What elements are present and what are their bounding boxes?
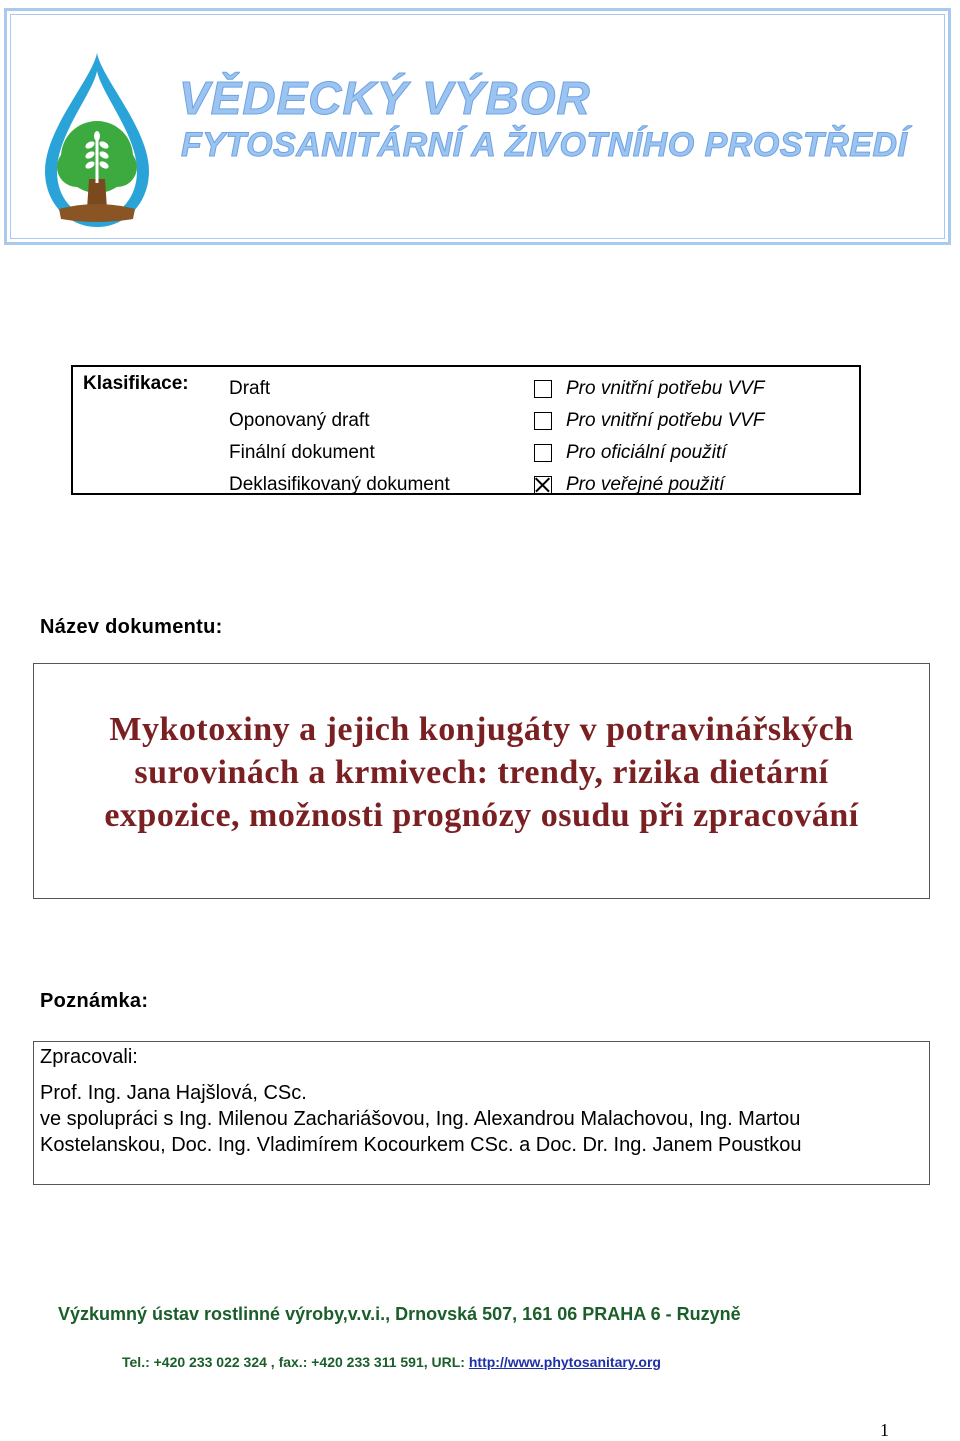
- classification-access: [534, 373, 765, 501]
- note-label: Poznámka:: [40, 990, 149, 1012]
- page-number: 1: [880, 1420, 889, 1440]
- access-label: Pro oficiální použití: [566, 442, 727, 463]
- document-name-label: Název dokumentu:: [40, 616, 223, 638]
- classification-label: Klasifikace:: [83, 373, 189, 394]
- water-drop-tree-logo: [37, 49, 157, 231]
- access-checkbox[interactable]: [534, 444, 552, 462]
- access-option: [534, 405, 765, 437]
- authors-box: [33, 1041, 930, 1185]
- stage-reviewed-draft: Oponovaný draft: [229, 410, 370, 431]
- access-checkbox[interactable]: [534, 380, 552, 398]
- classification-box: [71, 365, 861, 495]
- committee-title: VĚDECKÝ VÝBOR: [179, 72, 591, 124]
- access-label: Pro vnitřní potřebu VVF: [566, 378, 765, 399]
- institute-contact: [122, 1354, 661, 1370]
- classification-stages: [229, 373, 450, 501]
- access-label: Pro vnitřní potřebu VVF: [566, 410, 765, 431]
- document-title-box: [33, 663, 930, 899]
- stage-final: Finální dokument: [229, 442, 375, 463]
- access-checkbox[interactable]: [534, 412, 552, 430]
- document-title: Mykotoxiny a jejich konjugáty v potravinářských surovinách a krmivech: trendy, rizika dietární expozice, možnosti prognózy osudu při zpracování: [104, 711, 859, 834]
- institute-address: Výzkumný ústav rostlinné výroby,v.v.i., Drnovská 507, 161 06 PRAHA 6 - Ruzyně: [58, 1304, 741, 1324]
- access-label: Pro veřejné použití: [566, 474, 725, 495]
- access-checkbox-checked[interactable]: [534, 476, 552, 494]
- website-link[interactable]: http://www.phytosanitary.org: [468, 1354, 661, 1370]
- committee-subtitle: FYTOSANITÁRNÍ A ŽIVOTNÍHO PROSTŘEDÍ: [181, 126, 908, 164]
- stage-draft: Draft: [229, 378, 271, 399]
- access-option: [534, 373, 765, 405]
- header-banner: [4, 8, 951, 245]
- stage-declassified: Deklasifikovaný dokument: [229, 474, 450, 495]
- access-option: [534, 469, 765, 501]
- collaborators: ve spolupráci s Ing. Milenou Zachariášovou, Ing. Alexandrou Malachovou, Ing. Martou Kostelanskou, Doc. Ing. Vladimírem Kocourkem CSc. a Doc. Dr. Ing. Janem Poustkou: [40, 1108, 802, 1156]
- access-option: [534, 437, 765, 469]
- authors-heading: Zpracovali:: [40, 1046, 138, 1068]
- contact-phone-fax: Tel.: +420 233 022 324 , fax.: +420 233 311 591, URL:: [122, 1354, 469, 1370]
- main-author: Prof. Ing. Jana Hajšlová, CSc.: [40, 1082, 307, 1104]
